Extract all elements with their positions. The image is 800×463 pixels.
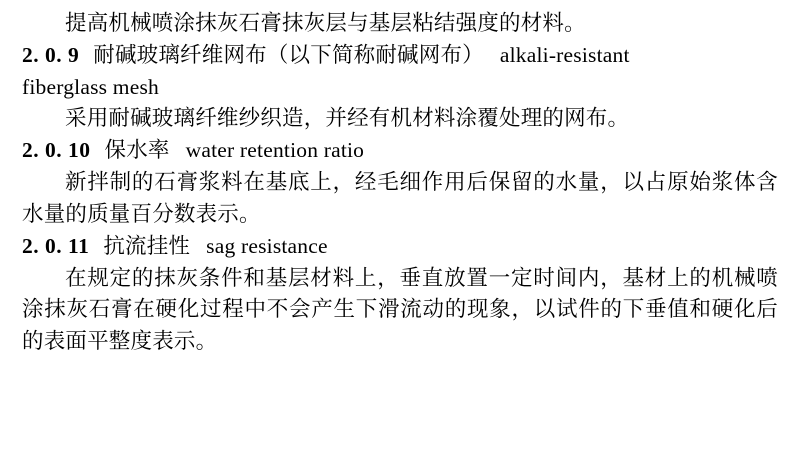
term-english: water retention ratio — [185, 138, 365, 163]
term-entry-2-0-10 — [22, 135, 778, 230]
term-entry-2-0-9 — [22, 40, 778, 135]
term-number: 2. 0. 9 — [22, 42, 80, 67]
term-english-continuation: fiberglass mesh — [22, 74, 159, 99]
term-heading — [22, 40, 778, 72]
term-entry-2-0-11 — [22, 231, 778, 358]
term-heading — [22, 231, 778, 263]
term-chinese: 保水率 — [104, 138, 170, 163]
term-chinese: 抗流挂性 — [103, 233, 191, 258]
term-english: sag resistance — [206, 233, 328, 258]
term-number: 2. 0. 11 — [22, 233, 90, 258]
lead-paragraph: 提高机械喷涂抹灰石膏抹灰层与基层粘结强度的材料。 — [65, 11, 586, 35]
term-heading — [22, 135, 778, 167]
term-definition: 在规定的抹灰条件和基层材料上，垂直放置一定时间内，基材上的机械喷涂抹灰石膏在硬化过程中不会产生下滑流动的现象，以试件的下垂值和硬化后的表面平整度表示。 — [22, 265, 778, 354]
term-chinese: 耐碱玻璃纤维网布（以下简称耐碱网布） — [93, 42, 484, 67]
term-definition: 采用耐碱玻璃纤维纱织造，并经有机材料涂覆处理的网布。 — [65, 106, 630, 131]
term-english: alkali-resistant — [499, 42, 630, 67]
term-number: 2. 0. 10 — [22, 138, 91, 163]
term-definition: 新拌制的石膏浆料在基底上，经毛细作用后保留的水量，以占原始浆体含水量的质量百分数表示。 — [22, 170, 778, 226]
